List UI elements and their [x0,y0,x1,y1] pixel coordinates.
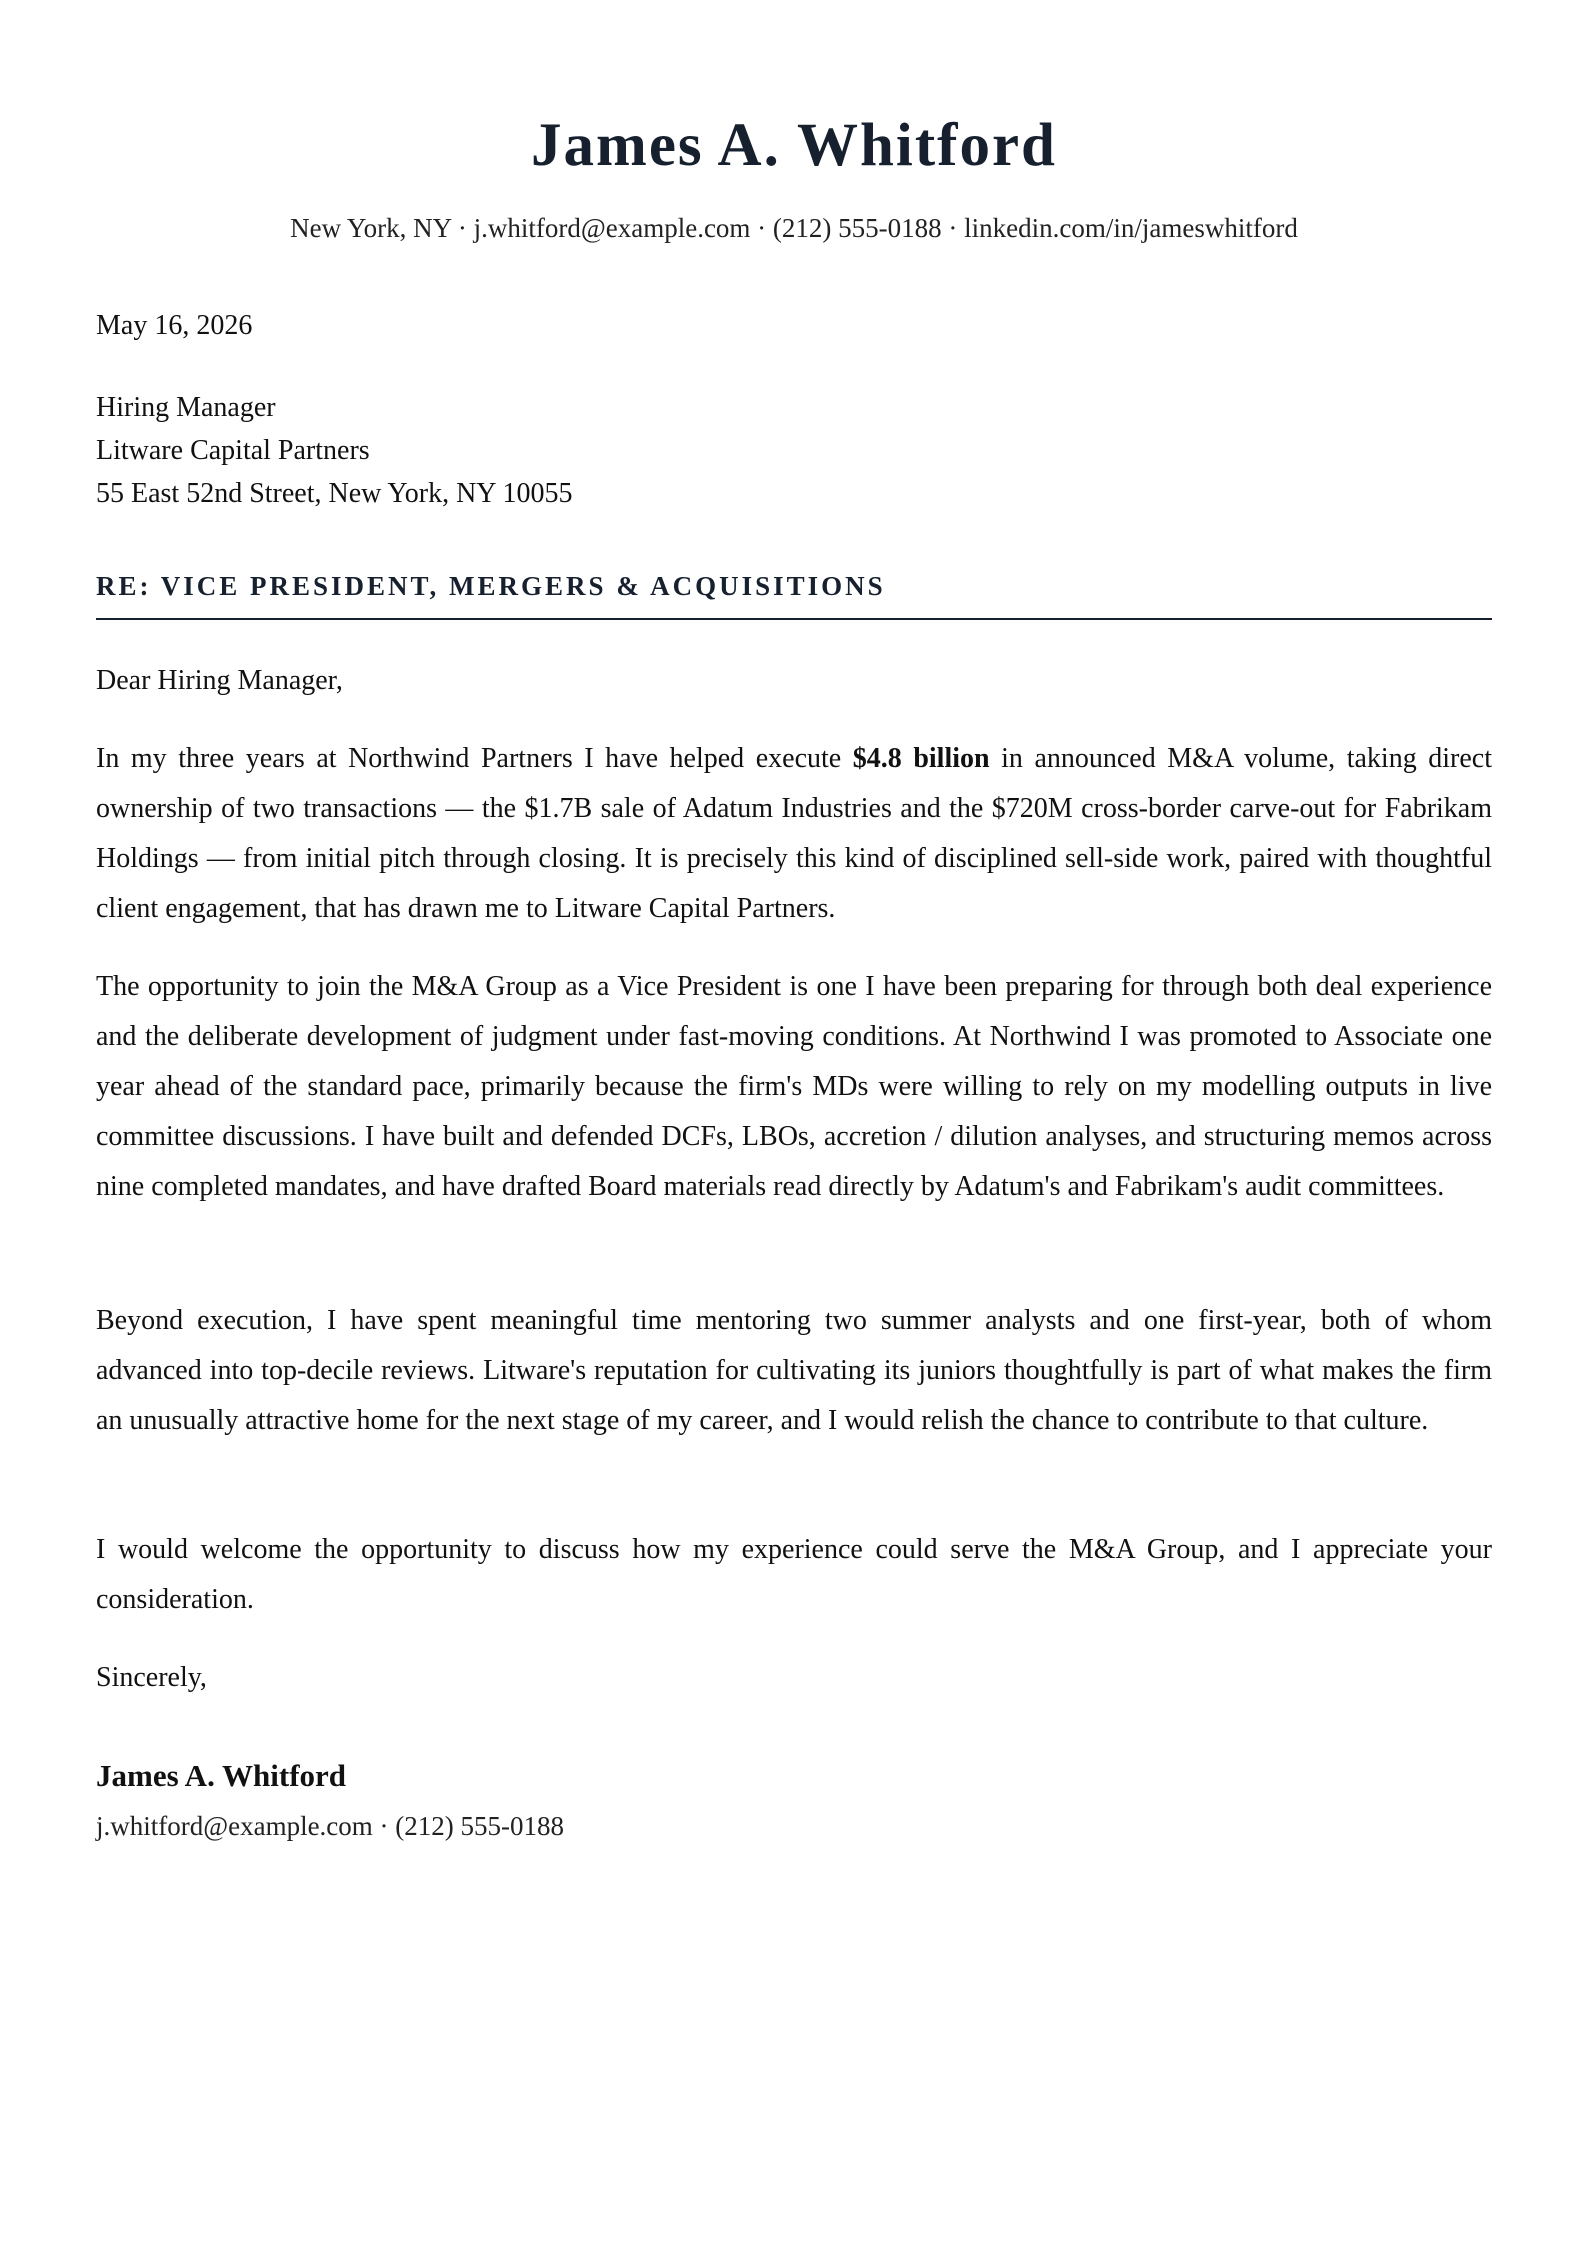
salutation: Dear Hiring Manager, [96,665,343,696]
subject-line: RE: VICE PRESIDENT, MERGERS & ACQUISITIONS [96,571,886,601]
paragraph-1-highlight: $4.8 billion [852,743,990,774]
closing: Sincerely, [96,1662,207,1693]
signature-name: James A. Whitford [96,1758,347,1793]
recipient-title: Hiring Manager [96,392,276,423]
recipient-block [96,386,1492,515]
letterhead-name: James A. Whitford [531,112,1057,179]
subject-divider [96,618,1492,620]
letterhead-contact: New York, NY · j.whitford@example.com · (212) 555-0188 · linkedin.com/in/jameswhitford [290,213,1298,243]
signature-contact: j.whitford@example.com · (212) 555-0188 [96,1811,565,1841]
recipient-company: Litware Capital Partners [96,435,370,466]
body-paragraph-2: The opportunity to join the M&A Group as a Vice President is one I have been preparing for through both deal experience and the deliberate development of judgment under fast-moving conditions. At Northwind I was promoted to Associate one year ahead of the standard pace, primarily because the firm's MDs were willing to rely on my modelling outputs in live committee discussions. I have built and defended DCFs, LBOs, accretion / dilution analyses, and structuring memos across nine completed mandates, and have drafted Board materials read directly by Adatum's and Fabrikam's audit committees. [96,971,1492,1202]
body-paragraph-1 [96,734,1492,934]
recipient-address: 55 East 52nd Street, New York, NY 10055 [96,478,573,509]
paragraph-1-rest: in announced M&A volume, taking direct ownership of two transactions — the $1.7B sale of Adatum Industries and the $720M cross-border carve-out for Fabrikam Holdings — from initial pitch through closing. It is precisely this kind of disciplined sell-side work, paired with thoughtful client engagement, that has drawn me to Litware Capital Partners. [96,743,1492,924]
letter-date: May 16, 2026 [96,310,253,341]
body-paragraph-4: I would welcome the opportunity to discuss how my experience could serve the M&A Group, and I appreciate your consideration. [96,1534,1492,1615]
body-paragraph-3: Beyond execution, I have spent meaningful time mentoring two summer analysts and one first-year, both of whom advanced into top-decile reviews. Litware's reputation for cultivating its juniors thoughtfully is part of what makes the firm an unusually attractive home for the next stage of my career, and I would relish the chance to contribute to that culture. [96,1305,1492,1436]
paragraph-1-intro: In my three years at Northwind Partners I have helped execute [96,743,853,774]
